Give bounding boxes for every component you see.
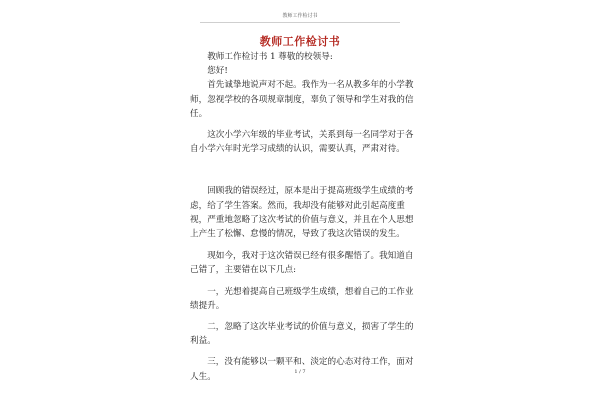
point-one: 一，光想着提高自己班级学生成绩，想着自己的工作业绩提升。 — [190, 286, 414, 311]
running-header: 教师工作检讨书 — [282, 13, 318, 19]
paragraph-exam: 这次小学六年级的毕业考试，关系到每一名同学对于各自小学六年时光学习成绩的认识，需要认真，严肃对待。 — [190, 130, 414, 155]
salutation-line: 教师工作检讨书 1 尊敬的校领导: — [207, 52, 333, 62]
point-three: 三，没有能够以一颗平和、淡定的心态对待工作，面对人生。 — [190, 357, 414, 382]
paragraph-apology: 首先诚挚地说声对不起。我作为一名从教多年的小学教师，忽视学校的各项规章制度，辜负了领导和学生对我的信任。 — [190, 80, 414, 119]
header-divider — [200, 22, 400, 23]
point-two: 二，忽略了这次毕业考试的价值与意义，损害了学生的利益。 — [190, 322, 414, 347]
paragraph-realization: 现如今，我对于这次错误已经有很多醒悟了。我知道自己错了，主要错在以下几点: — [190, 251, 414, 276]
page-number: 1 / 7 — [294, 369, 306, 375]
document-title: 教师工作检讨书 — [259, 35, 341, 48]
paragraph-review: 回顾我的错误经过，原本是出于提高班级学生成绩的考虑，给了学生答案。然而，我却没有能够对此引起高度重视，严重地忽略了这次考试的价值与意义，并且在个人思想上产生了松懈、怠慢的情况，导致了我这次错误的发生。 — [190, 186, 414, 240]
document-body — [190, 50, 416, 384]
greeting-line: 您好! — [207, 66, 228, 77]
